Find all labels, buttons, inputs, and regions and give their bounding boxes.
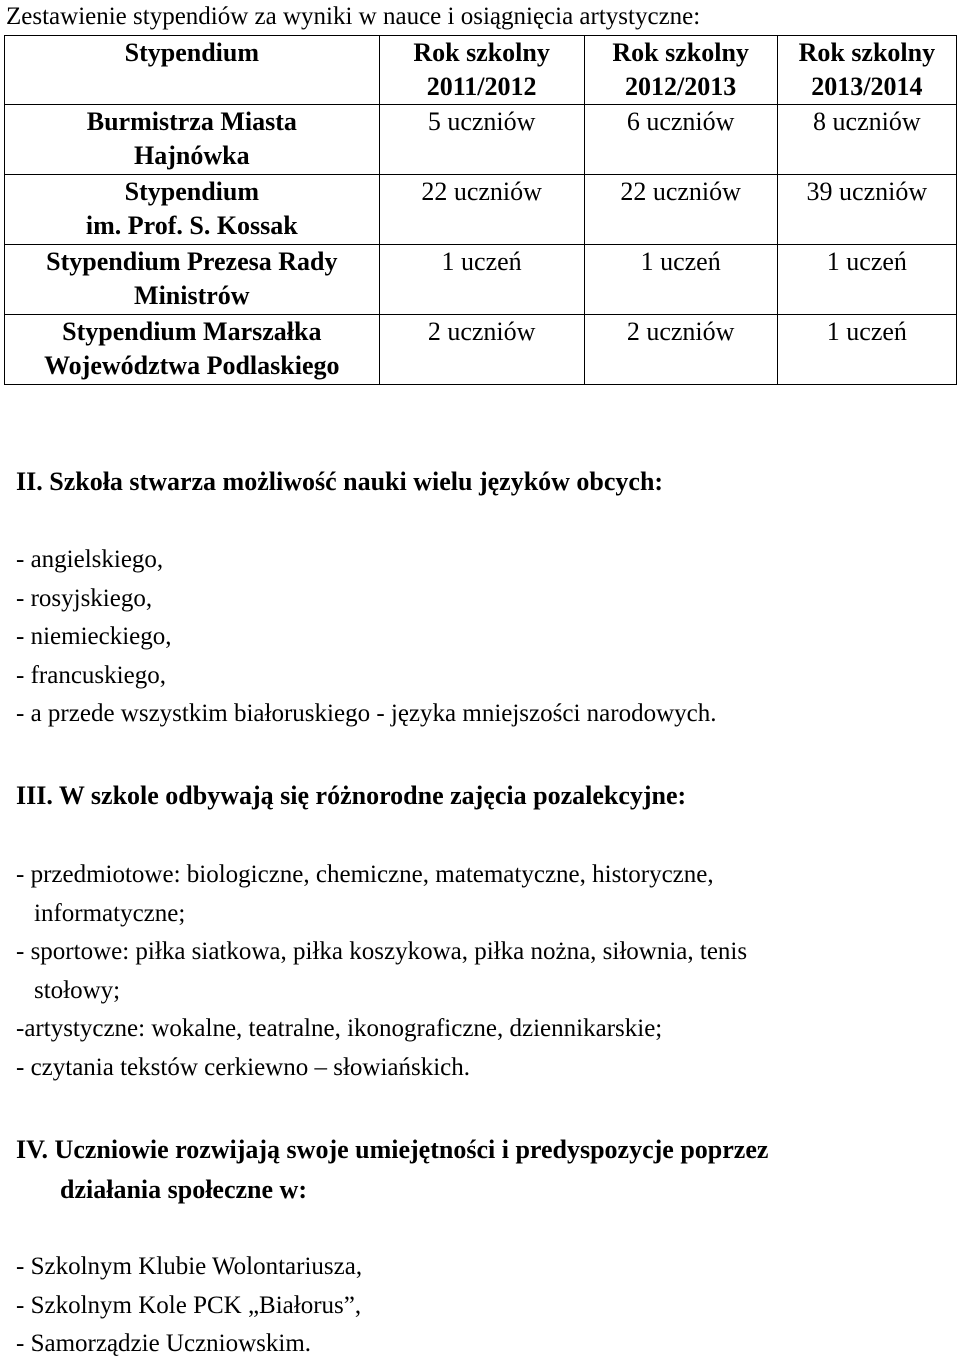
- list-item-continuation: informatyczne;: [34, 899, 186, 927]
- header-year-2012: [584, 36, 777, 105]
- header-year-2013: [777, 36, 956, 105]
- list-item: -artystyczne: wokalne, teatralne, ikonograficzne, dziennikarskie;: [16, 1015, 663, 1042]
- list-item: - rosyjskiego,: [16, 584, 153, 612]
- table-cell: 2 uczniów: [584, 315, 777, 385]
- section-3-heading: III. W szkole odbywają się różnorodne zajęcia pozalekcyjne:: [16, 781, 687, 810]
- table-cell: 22 uczniów: [584, 175, 777, 245]
- row-name-text: Stypendium im. Prof. S. Kossak: [85, 177, 298, 240]
- header-year-2012-text: Rok szkolny 2012/2013: [612, 38, 749, 101]
- table-row: [5, 245, 957, 315]
- list-item: - czytania tekstów cerkiewno – słowiańskich.: [16, 1053, 471, 1081]
- section-2-heading: II. Szkoła stwarza możliwość nauki wielu języków obcych:: [16, 467, 664, 496]
- table-cell: 1 uczeń: [777, 245, 956, 315]
- header-year-2011-text: Rok szkolny 2011/2012: [413, 38, 550, 101]
- row-name: [5, 175, 380, 245]
- table-cell: 2 uczniów: [379, 315, 584, 385]
- list-item-continuation: stołowy;: [34, 976, 121, 1004]
- list-item: - niemieckiego,: [16, 623, 172, 650]
- list-item: - angielskiego,: [16, 546, 164, 573]
- row-name: [5, 315, 380, 385]
- list-item: - Szkolnym Klubie Wolontariusza,: [16, 1253, 363, 1280]
- section-2-list: [16, 541, 716, 734]
- intro-text: Zestawienie stypendiów za wyniki w nauce i osiągnięcia artystyczne:: [6, 3, 701, 30]
- list-item: - przedmiotowe: biologiczne, chemiczne, matematyczne, historyczne,: [16, 861, 714, 888]
- header-scholarship: Stypendium: [5, 36, 380, 105]
- table-cell: 1 uczeń: [379, 245, 584, 315]
- scholarship-table: [4, 35, 957, 385]
- table-cell: 1 uczeń: [584, 245, 777, 315]
- list-item: - a przede wszystkim białoruskiego - języka mniejszości narodowych.: [16, 700, 717, 727]
- list-item: - Szkolnym Kole PCK „Białorus”,: [16, 1291, 362, 1319]
- table-header-row: [5, 36, 957, 105]
- section-4-heading: IV. Uczniowie rozwijają swoje umiejętności i predyspozycje poprzez: [16, 1135, 769, 1164]
- table-cell: 6 uczniów: [584, 105, 777, 175]
- header-year-2013-text: Rok szkolny 2013/2014: [798, 38, 936, 101]
- table-cell: 1 uczeń: [777, 315, 956, 385]
- section-4-heading-continuation: działania społeczne w:: [60, 1175, 307, 1204]
- list-item: - Samorządzie Uczniowskim.: [16, 1330, 312, 1357]
- row-name-text: Burmistrza Miasta Hajnówka: [86, 107, 297, 170]
- list-item: - sportowe: piłka siatkowa, piłka koszykowa, piłka nożna, siłownia, tenis: [16, 938, 748, 965]
- table-cell: 5 uczniów: [379, 105, 584, 175]
- table-cell: 8 uczniów: [777, 105, 956, 175]
- table-cell: 39 uczniów: [777, 175, 956, 245]
- table-row: [5, 105, 957, 175]
- header-year-2011: [379, 36, 584, 105]
- table-cell: 22 uczniów: [379, 175, 584, 245]
- table-row: [5, 175, 957, 245]
- list-item: - francuskiego,: [16, 661, 166, 689]
- section-4-list: [16, 1248, 362, 1364]
- section-3-list: [16, 856, 747, 1087]
- row-name: [5, 245, 380, 315]
- row-name-text: Stypendium Prezesa Rady Ministrów: [46, 247, 338, 310]
- table-row: [5, 315, 957, 385]
- row-name: [5, 105, 380, 175]
- row-name-text: Stypendium Marszałka Województwa Podlaskiego: [44, 317, 340, 380]
